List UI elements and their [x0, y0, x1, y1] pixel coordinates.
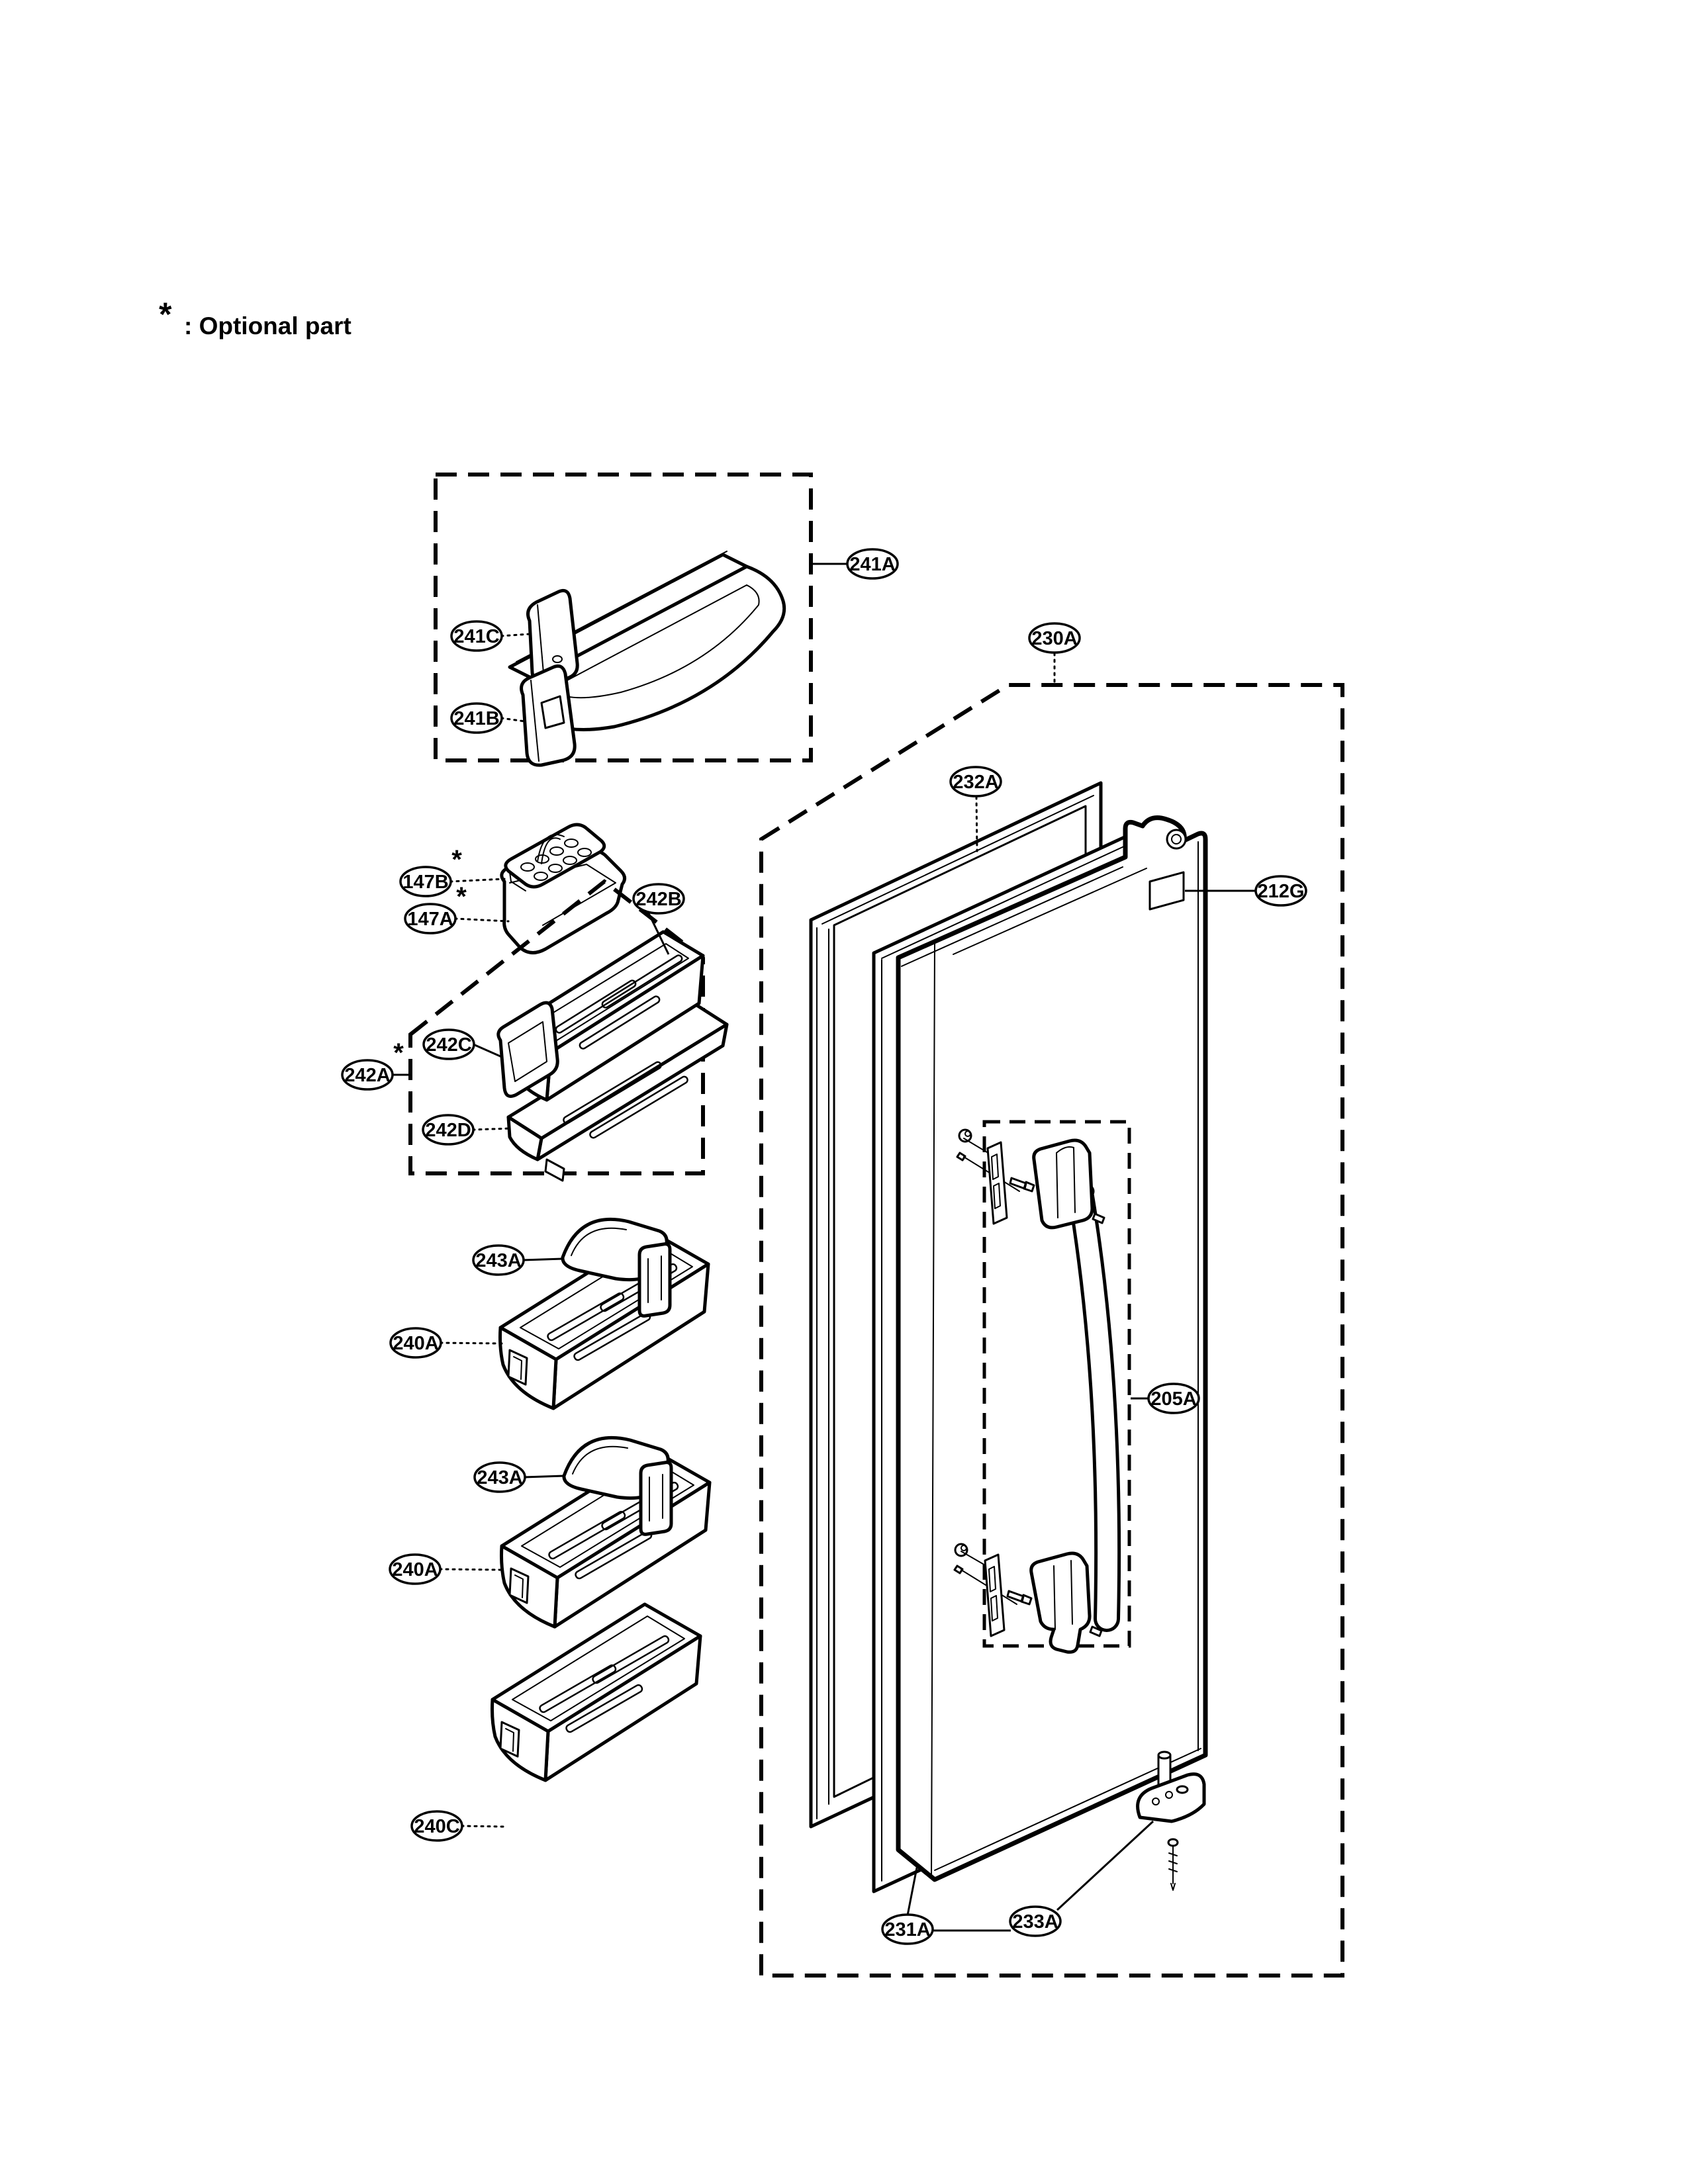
callout-label: 240A — [392, 1559, 438, 1580]
bin-242-assembly — [498, 932, 727, 1181]
hinge-pin-top — [1158, 1752, 1170, 1758]
leader-line — [1057, 1821, 1153, 1910]
leader-line — [501, 718, 525, 721]
handle-clamp-block — [1034, 1140, 1092, 1228]
callout-label: 241B — [453, 708, 500, 729]
optional-star: * — [456, 882, 467, 911]
callout-label: 242A — [344, 1065, 391, 1086]
optional-star: * — [451, 845, 462, 874]
callout-label: 241A — [849, 554, 896, 575]
optional-part-note — [159, 296, 352, 340]
door-bin-240C — [492, 1604, 701, 1780]
end-cap-notch — [541, 696, 564, 728]
hinge-screw — [1168, 1839, 1178, 1890]
callout-label: 243A — [475, 1250, 522, 1271]
callout-label: 243A — [477, 1467, 523, 1488]
leader-line — [976, 797, 977, 851]
callout-label: 242B — [635, 889, 682, 910]
callout-243A-upper — [473, 1246, 563, 1275]
tray-242D-foot — [545, 1160, 564, 1181]
callout-242D — [423, 1115, 510, 1144]
bin-body-240C — [492, 1604, 701, 1780]
door-panel — [898, 818, 1205, 1880]
door-shelf-241A — [510, 551, 784, 765]
callout-label: 231A — [884, 1919, 931, 1940]
leader-line — [450, 879, 504, 882]
callout-241A — [813, 549, 898, 578]
callout-label: 205A — [1150, 1388, 1197, 1410]
leader-line — [523, 1259, 563, 1260]
hinge-washer — [1177, 1786, 1188, 1793]
callout-147B — [400, 845, 504, 896]
callout-label: 242C — [426, 1034, 472, 1056]
callout-241B — [451, 704, 525, 733]
callout-label: 230A — [1031, 628, 1078, 649]
callout-label: 232A — [953, 772, 999, 793]
note-asterisk: * — [159, 296, 172, 333]
leader-line — [461, 1826, 503, 1827]
leader-line — [440, 1569, 503, 1570]
callout-242A — [342, 1038, 409, 1089]
callout-label: 233A — [1012, 1911, 1058, 1933]
callout-240C — [412, 1811, 503, 1841]
leader-line — [524, 1476, 564, 1477]
optional-star: * — [393, 1038, 404, 1068]
leader-line — [473, 1044, 502, 1057]
leader-line — [501, 634, 530, 636]
leader-line — [473, 1128, 510, 1130]
callout-label: 212G — [1257, 881, 1305, 902]
callout-label: 241C — [453, 626, 500, 647]
callout-label: 147B — [402, 872, 449, 893]
door-top-hinge-detail — [1167, 830, 1186, 848]
callout-240A-lower — [390, 1555, 503, 1584]
callout-230A — [1029, 623, 1080, 683]
callout-241C — [451, 621, 530, 651]
callout-242C — [424, 1030, 502, 1059]
callout-label: 240A — [393, 1333, 439, 1354]
leader-line — [455, 919, 508, 921]
door-bin-upper-240A — [500, 1219, 709, 1408]
callout-label: 240C — [414, 1816, 460, 1837]
door-panel-outline — [898, 818, 1205, 1880]
callout-240A-upper — [391, 1328, 502, 1357]
door-bin-lower-240A — [502, 1437, 710, 1627]
note-text: : Optional part — [184, 312, 352, 340]
callout-233A — [1010, 1821, 1153, 1936]
callout-label: 242D — [425, 1120, 471, 1141]
callout-label: 147A — [407, 909, 453, 930]
callout-243A-lower — [475, 1463, 564, 1492]
